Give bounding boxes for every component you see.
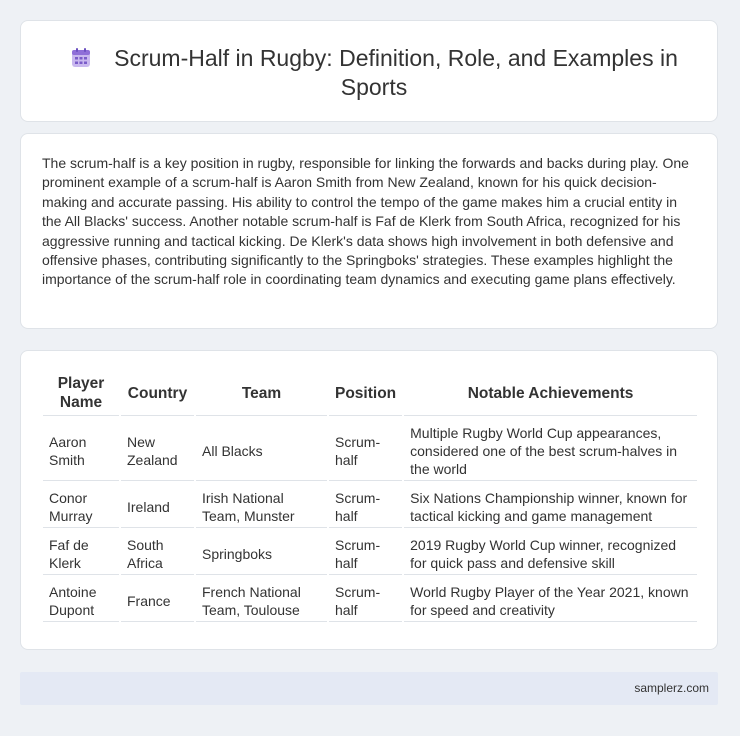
column-header: Player Name (43, 370, 119, 416)
table-cell: World Rugby Player of the Year 2021, known for speed and creativity (404, 577, 697, 622)
table-cell: Scrum-half (329, 418, 402, 481)
table-cell: New Zealand (121, 418, 194, 481)
table-card (20, 350, 718, 650)
table-cell: Scrum-half (329, 483, 402, 528)
table-cell: Ireland (121, 483, 194, 528)
table-cell: 2019 Rugby World Cup winner, recognized for quick pass and defensive skill (404, 530, 697, 575)
calendar-icon (70, 47, 92, 69)
table-cell: France (121, 577, 194, 622)
intro-paragraph: The scrum-half is a key position in rugby, responsible for linking the forwards and backs during play. One prominent example of a scrum-half is Aaron Smith from New Zealand, known for his quick decision-making and accurate passing. His ability to control the tempo of the game makes him a crucial entity in the All Blacks' success. Another notable scrum-half is Faf de Klerk from South Africa, recognized for his aggressive running and tactical kicking. De Klerk's data shows high involvement in both defensive and offensive phases, contributing significantly to the Springboks' strategies. These examples highlight the importance of the scrum-half role in coordinating team dynamics and executing game plans effectively. (42, 155, 689, 288)
column-header: Position (329, 370, 402, 416)
table-row (43, 577, 697, 622)
column-header: Notable Achievements (404, 370, 697, 416)
table-cell: Irish National Team, Munster (196, 483, 327, 528)
table-cell: Springboks (196, 530, 327, 575)
table-cell: Conor Murray (43, 483, 119, 528)
table-row (43, 483, 697, 528)
table-cell: Faf de Klerk (43, 530, 119, 575)
table-row (43, 530, 697, 575)
column-header: Team (196, 370, 327, 416)
table-cell: All Blacks (196, 418, 327, 481)
table-cell: Antoine Dupont (43, 577, 119, 622)
header-card (20, 20, 718, 122)
table-cell: French National Team, Toulouse (196, 577, 327, 622)
table-cell: South Africa (121, 530, 194, 575)
table-cell: Scrum-half (329, 577, 402, 622)
page-title-wrap (61, 44, 687, 102)
table-cell: Aaron Smith (43, 418, 119, 481)
intro-card (20, 133, 718, 329)
column-header: Country (121, 370, 194, 416)
table-header-row (43, 370, 697, 416)
page-title: Scrum-Half in Rugby: Definition, Role, and Examples in Sports (114, 45, 678, 100)
footer-site-link[interactable]: samplerz.com (634, 681, 709, 695)
table-row (43, 418, 697, 481)
table-cell: Multiple Rugby World Cup appearances, considered one of the best scrum-halves in the world (404, 418, 697, 481)
players-table (41, 368, 699, 624)
table-cell: Scrum-half (329, 530, 402, 575)
footer-bar (20, 672, 718, 705)
table-cell: Six Nations Championship winner, known for tactical kicking and game management (404, 483, 697, 528)
